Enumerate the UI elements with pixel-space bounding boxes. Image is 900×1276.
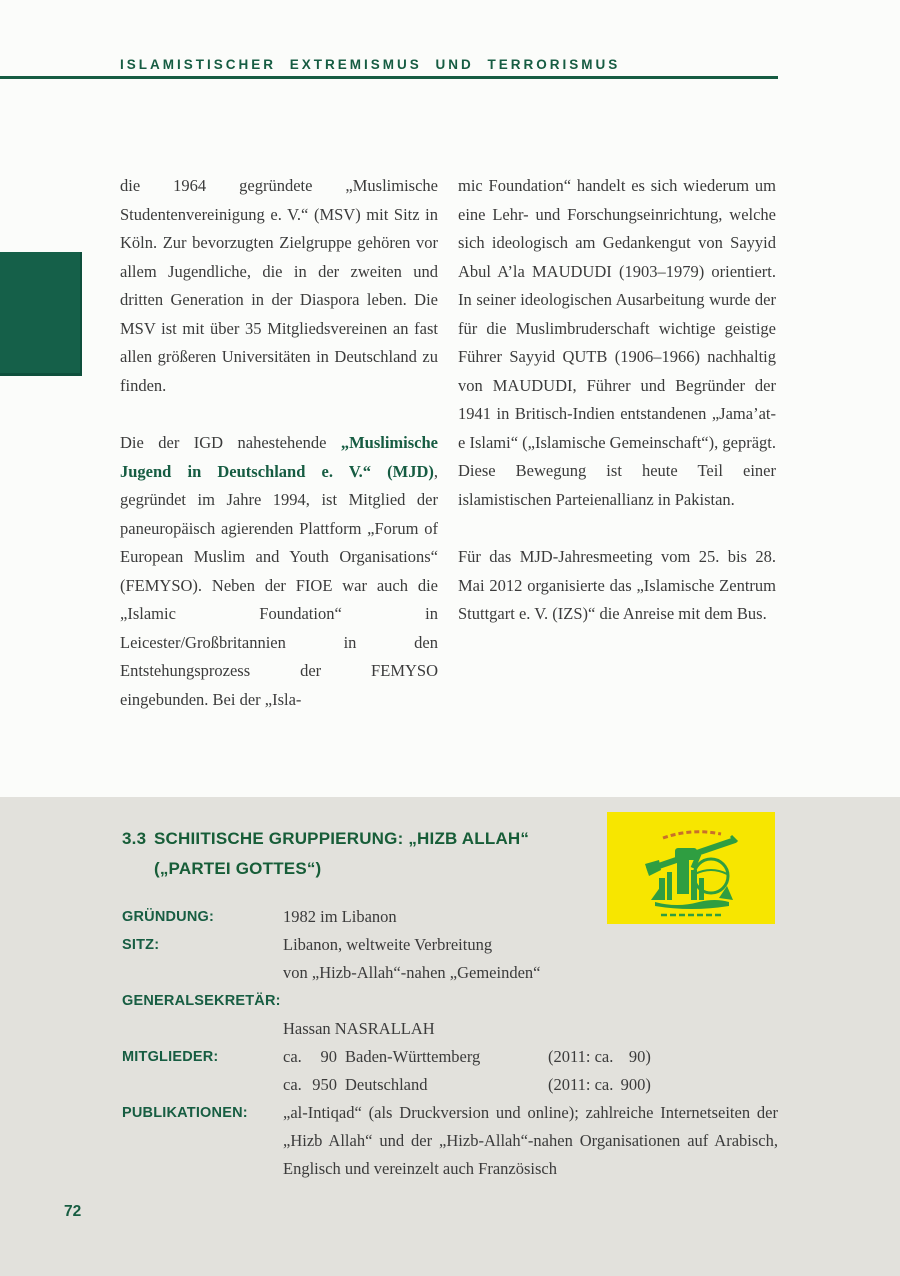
fact-label: PUBLIKATIONEN: [122,1105,248,1121]
fact-row-mitglieder-1 [122,1043,778,1071]
member-region: Baden-Württemberg [345,1047,481,1066]
emphasis-organization-name: „Muslimische Jugend in Deutschland e. V.“ (MJD) [120,433,438,481]
member-count-row [283,1071,778,1099]
fact-row-publikationen [122,1099,778,1183]
fact-label: GENERALSEKRETÄR: [122,993,281,1009]
text-run: ca. [283,1075,302,1094]
paragraph-mjd [120,429,438,714]
fact-value: 1982 im Libanon [283,907,397,926]
fact-row-generalsekretaer-label [122,987,778,1015]
section-title [154,824,529,884]
fact-value [283,931,778,987]
text-run: ) [645,1075,651,1094]
member-count-row [283,1043,778,1071]
running-header [120,56,820,74]
member-prior-count: 900 [620,1075,646,1094]
text-run: Die der IGD nahestehende [120,433,341,452]
section-heading [122,824,529,884]
fact-row-mitglieder-2 [122,1071,778,1099]
fact-list [122,903,778,1183]
text-run: (2011: ca. [548,1075,614,1094]
page-number: 72 [64,1203,82,1220]
member-count: 950 [312,1075,337,1094]
fact-label: SITZ: [122,937,160,953]
text-column-left [120,172,438,743]
fact-value [283,1071,778,1099]
fact-label: MITGLIEDER: [122,1049,219,1065]
text-run: von „Hizb-Allah“-nahen „Gemeinden“ [283,963,541,982]
member-prior-year [548,1071,651,1099]
text-run: Für das MJD-Jahresmeeting vom 25. bis 28. Mai 2012 organisierte das „Islamische Zentrum Stuttgart e. V. (IZS)“ die Anreise mit dem Bus. [458,547,776,623]
fact-value [283,1043,778,1071]
fact-row-sitz [122,931,778,987]
fact-row-gruendung [122,903,778,931]
text-run: mic Foundation“ handelt es sich wiederum um eine Lehr- und Forschungseinrichtung, welche sich ideologisch am Gedankengut von Sayyid Abul A’la MAUDUDI (1903–1979) orientiert. In seiner ideologischen Ausarbeitung wurde der für die Muslimbruderschaft wichtige geistige Führer Sayyid QUTB (1906–1966) nachhaltig von MAUDUDI, Führer und Begründer der 1941 in Britisch-Indien entstandenen „Jama’at-e Islami“ („Islamische Gemeinschaft“), geprägt. Diese Bewegung ist heute Teil einer islamistischen Parteienallianz in Pakistan. [458,176,776,509]
paragraph-jahresmeeting [458,543,776,629]
chapter-edge-tab [0,252,82,376]
member-prior-count: 90 [628,1047,646,1066]
section-title-line1: SCHIITISCHE GRUPPIERUNG: „HIZB ALLAH“ [154,829,530,848]
member-region: Deutschland [345,1075,428,1094]
fact-row-generalsekretaer-value [122,1015,778,1043]
section-title-line2: („PARTEI GOTTES“) [154,859,322,878]
fact-value: Hassan NASRALLAH [283,1019,435,1038]
text-run: (2011: ca. [548,1047,614,1066]
fact-label: GRÜNDUNG: [122,909,215,925]
text-run: , gegründet im Jahre 1994, ist Mitglied der paneuropäisch agierenden Plattform „Forum of European Muslim and Youth Organisations“ (FEMYSO). Neben der FIOE war auch die „Islamic Foundation“ in Leicester/Großbritannien in den Entstehungsprozess der FEMYSO eingebunden. Bei der „Isla- [120,461,438,709]
section-number: 3.3 [122,829,147,848]
paragraph-msv [120,172,438,400]
running-header-title: ISLAMISTISCHER EXTREMISMUS UND TERRORISMUS [120,57,621,72]
member-count: 90 [320,1047,337,1066]
info-panel [0,797,900,1276]
fact-value: „al-Intiqad“ (als Druckversion und online); zahlreiche Internetseiten der „Hizb Allah“ und der „Hizb-Allah“-nahen Organisationen auf Arabisch, Englisch und vereinzelt auch Französisch [283,1103,778,1178]
text-column-right [458,172,776,658]
text-run: ca. [283,1047,302,1066]
paragraph-maududi [458,172,776,514]
header-rule [0,76,778,79]
text-run: ) [645,1047,651,1066]
text-run: Libanon, weltweite Verbreitung [283,935,493,954]
text-run: die 1964 gegründete „Muslimische Studentenvereinigung e. V.“ (MSV) mit Sitz in Köln. Zur bevorzugten Zielgruppe gehören vor allem Jugendliche, die in der zweiten und dritten Generation in der Diaspora leben. Die MSV ist mit über 35 Mitgliedsvereinen an fast allen größeren Universitäten in Deutschland zu finden. [120,176,438,395]
member-prior-year [548,1043,651,1071]
